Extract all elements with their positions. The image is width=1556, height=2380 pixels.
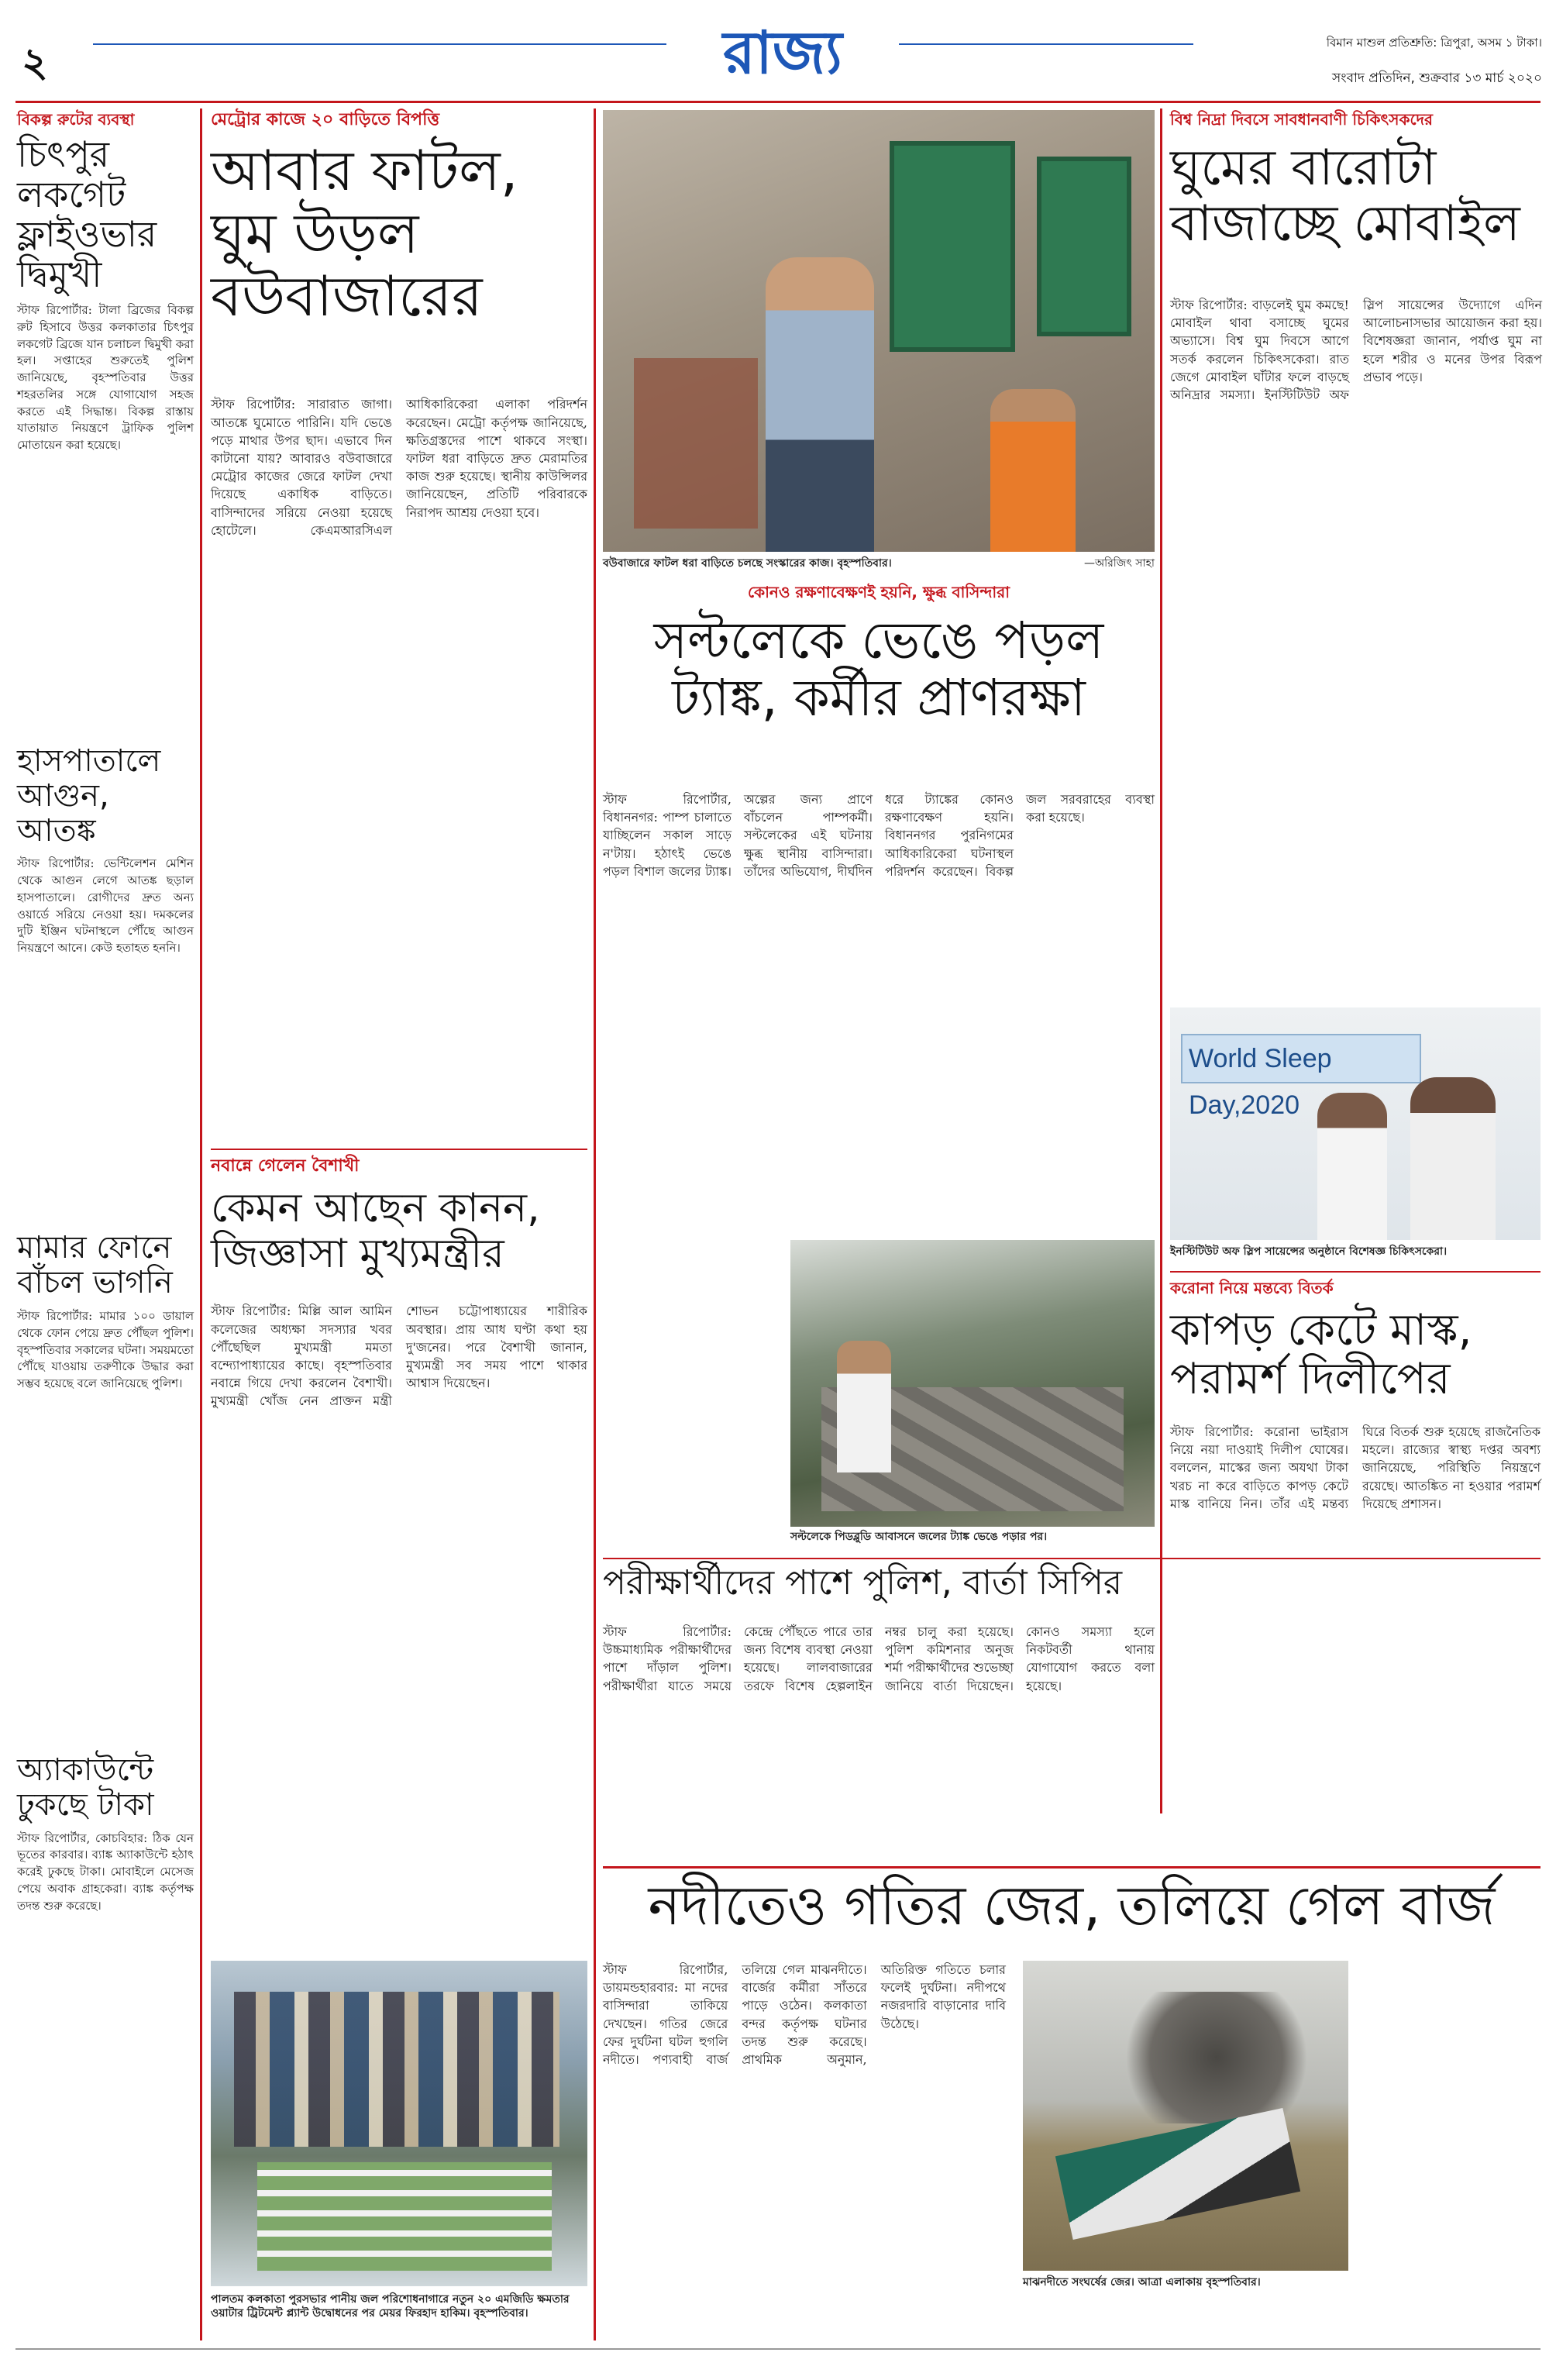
col-rule-mid <box>594 108 596 2340</box>
photo-caption: সল্টলেকে পিডব্লুডি আবাসনে জলের ট্যাঙ্ক ভেঙে পড়ার পর। <box>790 1531 1048 1543</box>
left-column <box>17 110 194 2342</box>
story-headline: পরীক্ষার্থীদের পাশে পুলিশ, বার্তা সিপির <box>603 1563 1123 1603</box>
story-body-continued <box>1358 1961 1541 2340</box>
story-headline: কাপড় কেটে মাস্ক, পরামর্শ দিলীপের <box>1170 1305 1472 1404</box>
story-kicker: নবান্নে গেলেন বৈশাখী <box>211 1156 360 1176</box>
photo-window <box>1037 157 1131 336</box>
story-body: স্টাফ রিপোর্টার: মামার ১০০ ডায়াল থেকে ফোন পেয়ে দ্রুত পৌঁছল পুলিশ। বৃহস্পতিবার সকালের ঘটনা। সময়মতো পৌঁছে যাওয়ায় তরুণীকে উদ্ধার করা সম্ভব হয়েছে বলে জানিয়েছে পুলিশ। <box>17 1309 194 1391</box>
story-kicker: বিশ্ব নিদ্রা দিবসে সাবধানবাণী চিকিৎসকদের <box>1170 110 1433 129</box>
banner-text: World Sleep Day,2020 <box>1189 1044 1332 1120</box>
story-body: স্টাফ রিপোর্টার: ভেন্টিলেশন মেশিন থেকে আগুন লেগে আতঙ্ক ছড়াল হাসপাতালে। রোগীদের দ্রুত অন্য ওয়ার্ডে সরিয়ে নেওয়া হয়। দমকলের দুটি ইঞ্জিন ঘটনাস্থলে পৌঁছে আগুন নিয়ন্ত্রণে আনে। কেউ হতাহত হননি। <box>17 856 194 956</box>
photo-worker <box>990 389 1076 552</box>
edition-line: সংবাদ প্রতিদিন, শুক্রবার ১৩ মার্চ ২০২০ <box>1332 71 1542 86</box>
story-body-side <box>603 1124 781 1558</box>
story-headline: মামার ফোনে বাঁচল ভাগনি <box>17 1230 173 1301</box>
photo-credit: —অরিজিৎ সাহা <box>1083 557 1155 570</box>
story-body: স্টাফ রিপোর্টার: সারারাত জাগা। আতঙ্কে ঘুমোতে পারিনি। যদি ভেঙে পড়ে মাথার উপর ছাদ। এভাবে দিন কাটানো যায়? আবারও বউবাজারে মেট্রোর কাজের জেরে ফাটল দেখা দিয়েছে একাধিক বাড়িতে। বাসিন্দাদের সরিয়ে নেওয়া হয়েছে হোটেলে। কেএমআরসিএল আধিকারিকেরা এলাকা পরিদর্শন করেছেন। মেট্রো কর্তৃপক্ষ জানিয়েছে, ক্ষতিগ্রস্তদের পাশে থাকবে সংস্থা। ফাটল ধরা বাড়িতে দ্রুত মেরামতির কাজ শুরু হয়েছে। স্থানীয় কাউন্সিলর জানিয়েছেন, প্রতিটি পরিবারকে নিরাপদ আশ্রয় দেওয়া হবে। <box>211 397 587 538</box>
photo-worker <box>766 257 874 552</box>
barge-photo <box>1023 1961 1348 2271</box>
story-body: স্টাফ রিপোর্টার, বিধাননগর: পাম্প চালাতে যাচ্ছিলেন সকাল সাড়ে ন'টায়। হঠাৎই ভেঙে পড়ল বিশাল জলের ট্যাঙ্ক। অল্পের জন্য প্রাণে বাঁচলেন পাম্পকর্মী। সল্টলেকের এই ঘটনায় ক্ষুব্ধ স্থানীয় বাসিন্দারা। তাঁদের অভিযোগ, দীর্ঘদিন ধরে ট্যাঙ্কের কোনও রক্ষণাবেক্ষণ হয়নি। বিধাননগর পুরনিগমের আধিকারিকেরা ঘটনাস্থল পরিদর্শন করেছেন। বিকল্প জল সরবরাহের ব্যবস্থা করা হয়েছে। <box>603 792 1155 879</box>
story-body: স্টাফ রিপোর্টার: বাড়লেই ঘুম কমছে! মোবাইল থাবা বসাচ্ছে ঘুমের অভ্যাসে। বিশ্ব ঘুম দিবসে আগে সতর্ক করলেন চিকিৎসকেরা। রাত জেগে মোবাইল ঘাঁটার ফলে বাড়ছে অনিদ্রার সমস্যা। ইনস্টিটিউট অফ স্লিপ সায়েন্সের উদ্যোগে এদিন আলোচনাসভার আয়োজন করা হয়। বিশেষজ্ঞরা জানান, পর্যাপ্ত ঘুম না হলে শরীর ও মনের উপর বিরূপ প্রভাব পড়ে। <box>1170 298 1542 402</box>
photo-caption: ইনস্টিটিউট অফ স্লিপ সায়েন্সের অনুষ্ঠানে বিশেষজ্ঞ চিকিৎসকেরা। <box>1170 1245 1448 1258</box>
photo-smoke <box>1116 1992 1317 2123</box>
story-headline: ঘুমের বারোটা বাজাচ্ছে মোবাইল <box>1170 139 1520 253</box>
metro-story <box>211 110 587 1141</box>
photo-banner <box>1181 1034 1421 1120</box>
top-divider <box>15 101 1541 103</box>
story-headline: হাসপাতালে আগুন, আতঙ্ক <box>17 743 161 849</box>
bottom-divider <box>15 2348 1541 2350</box>
photo-people <box>234 1992 559 2147</box>
story-kicker: মেট্রোর কাজে ২০ বাড়িতে বিপত্তি <box>211 110 440 129</box>
section-title: রাজ্য <box>723 18 842 87</box>
mask-story <box>1170 1279 1541 1821</box>
page-number: ২ <box>22 40 48 86</box>
bowbazar-photo <box>603 110 1155 552</box>
treatment-plant-photo <box>211 1961 587 2286</box>
photo-person <box>837 1341 891 1472</box>
story-body: স্টাফ রিপোর্টার, কোচবিহার: ঠিক যেন ভূতের কারবার। ব্যাঙ্ক অ্যাকাউন্টে হঠাৎ করেই ঢুকছে টাকা। মোবাইলে মেসেজ পেয়ে অবাক গ্রাহকেরা। ব্যাঙ্ক কর্তৃপক্ষ তদন্ত শুরু করেছে। <box>17 1831 194 1913</box>
sleep-story <box>1170 110 1542 1001</box>
photo-person <box>1410 1077 1496 1240</box>
tank-collapse-photo <box>790 1240 1155 1527</box>
photo-caption: পালতম কলকাতা পুরসভার পানীয় জল পরিশোধনাগারে নতুন ২০ এমজিডি ক্ষমতার ওয়াটার ট্রিটমেন্ট প্ল্যান্ট উদ্বোধনের পর মেয়র ফিরহাদ হাকিম। বৃহস্পতিবার। <box>211 2293 570 2320</box>
photo-caption: বউবাজারে ফাটল ধরা বাড়িতে চলছে সংস্কারের কাজ। বৃহস্পতিবার। <box>603 557 892 570</box>
story-headline: সল্টলেকে ভেঙে পড়ল ট্যাঙ্ক, কর্মীর প্রাণরক্ষা <box>653 611 1104 728</box>
story-kicker: কোনও রক্ষণাবেক্ষণই হয়নি, ক্ষুব্ধ বাসিন্দারা <box>748 583 1010 601</box>
photo-crack <box>634 358 758 529</box>
col-rule-left <box>200 108 202 2340</box>
story-headline: অ্যাকাউন্টে ঢুকছে টাকা <box>17 1752 154 1823</box>
photo-caption: মাঝনদীতে সংঘর্ষের জের। আত্রা এলাকায় বৃহস্পতিবার। <box>1023 2276 1261 2289</box>
masthead-note: বিমান মাশুল প্রতিশ্রুতি: ত্রিপুরা, অসম ১ টাকা। <box>1326 36 1542 50</box>
story-body: স্টাফ রিপোর্টার: করোনা ভাইরাস নিয়ে নয়া দাওয়াই দিলীপ ঘোষের। বললেন, মাস্কের জন্য অযথা টাকা খরচ না করে বাড়িতে কাপড় কেটে মাস্ক বানিয়ে নিন। তাঁর এই মন্তব্য ঘিরে বিতর্ক শুরু হয়েছে রাজনৈতিক মহলে। রাজ্যের স্বাস্থ্য দপ্তর অবশ্য জানিয়েছে, পরিস্থিতি নিয়ন্ত্রণে রয়েছে। আতঙ্কিত না হওয়ার পরামর্শ দিয়েছে প্রশাসন। <box>1170 1424 1541 1511</box>
story-kicker: করোনা নিয়ে মন্তব্যে বিতর্ক <box>1170 1279 1334 1297</box>
story-headline: আবার ফাটল, ঘুম উড়ল বউবাজারের <box>211 138 518 329</box>
photo-person <box>1317 1093 1387 1240</box>
divider <box>1170 1271 1541 1273</box>
story-body: স্টাফ রিপোর্টার: মিল্লি আল আমিন কলেজের অধ্যক্ষা সদস্যার খবর পৌঁছেছিল মুখ্যমন্ত্রী মমতা বন্দ্যোপাধ্যায়ের কাছে। বৃহস্পতিবার নবান্নে গিয়ে দেখা করলেন বৈশাখী। মুখ্যমন্ত্রী খোঁজ নেন প্রাক্তন মন্ত্রী শোভন চট্টোপাধ্যায়ের শারীরিক অবস্থার। প্রায় আধ ঘণ্টা কথা হয় দু'জনের। পরে বৈশাখী জানান, মুখ্যমন্ত্রী সব সময় পাশে থাকার আশ্বাস দিয়েছেন। <box>211 1304 587 1409</box>
saltlake-kicker <box>603 583 1155 614</box>
story-headline: নদীতেও গতির জের, তলিয়ে গেল বার্জ <box>648 1874 1496 1937</box>
photo-model <box>257 2162 552 2271</box>
photo-window <box>890 141 1015 352</box>
photo-barge <box>1055 2108 1300 2240</box>
story-body: স্টাফ রিপোর্টার: টালা ব্রিজের বিকল্প রুট হিসাবে উত্তর কলকাতার চিৎপুর লকগেট ব্রিজে যান চলাচল দ্বিমুখী করা হল। সপ্তাহের শুরুতেই পুলিশ জানিয়েছে, বৃহস্পতিবার উত্তর শহরতলির সঙ্গে যোগাযোগ সহজ করতে এই সিদ্ধান্ত। বিকল্প রাস্তায় যাতায়াত নিয়ন্ত্রণে ট্রাফিক পুলিশ মোতায়েন করা হয়েছে। <box>17 303 194 453</box>
cm-story <box>211 1156 587 1947</box>
story-headline: চিৎপুর লকগেট ফ্লাইওভার দ্বিমুখী <box>17 133 157 295</box>
masthead-rule <box>93 43 666 45</box>
story-kicker: বিকল্প রুটের ব্যবস্থা <box>17 110 135 129</box>
story-headline: কেমন আছেন কানন, জিজ্ঞাসা মুখ্যমন্ত্রীর <box>211 1185 540 1277</box>
divider <box>603 1866 1541 1869</box>
story-body: স্টাফ রিপোর্টার: উচ্চমাধ্যমিক পরীক্ষার্থীদের পাশে দাঁড়াল পুলিশ। পরীক্ষার্থীরা যাতে সময়ে কেন্দ্রে পৌঁছতে পারে তার জন্য বিশেষ ব্যবস্থা নেওয়া হয়েছে। লালবাজারের তরফে বিশেষ হেল্পলাইন নম্বর চালু করা হয়েছে। পুলিশ কমিশনার অনুজ শর্মা পরীক্ষার্থীদের শুভেচ্ছা জানিয়ে বার্তা দিয়েছেন। কোনও সমস্যা হলে নিকটবর্তী থানায় যোগাযোগ করতে বলা হয়েছে। <box>603 1624 1155 1693</box>
masthead-rule-right <box>899 43 1193 45</box>
sleep-day-photo <box>1170 1007 1541 1240</box>
divider <box>211 1149 587 1150</box>
story-body: স্টাফ রিপোর্টার, ডায়মন্ডহারবার: মা নদের বাসিন্দারা তাকিয়ে দেখছেন। গতির জেরে ফের দুর্ঘটনা ঘটল হুগলি নদীতে। পণ্যবাহী বার্জ তলিয়ে গেল মাঝনদীতে। বার্জের কর্মীরা সাঁতরে পাড়ে ওঠেন। কলকাতা বন্দর কর্তৃপক্ষ ঘটনার তদন্ত শুরু করেছে। প্রাথমিক অনুমান, অতিরিক্ত গতিতে চলার ফলেই দুর্ঘটনা। নদীপথে নজরদারি বাড়ানোর দাবি উঠেছে। <box>603 1962 1006 2067</box>
